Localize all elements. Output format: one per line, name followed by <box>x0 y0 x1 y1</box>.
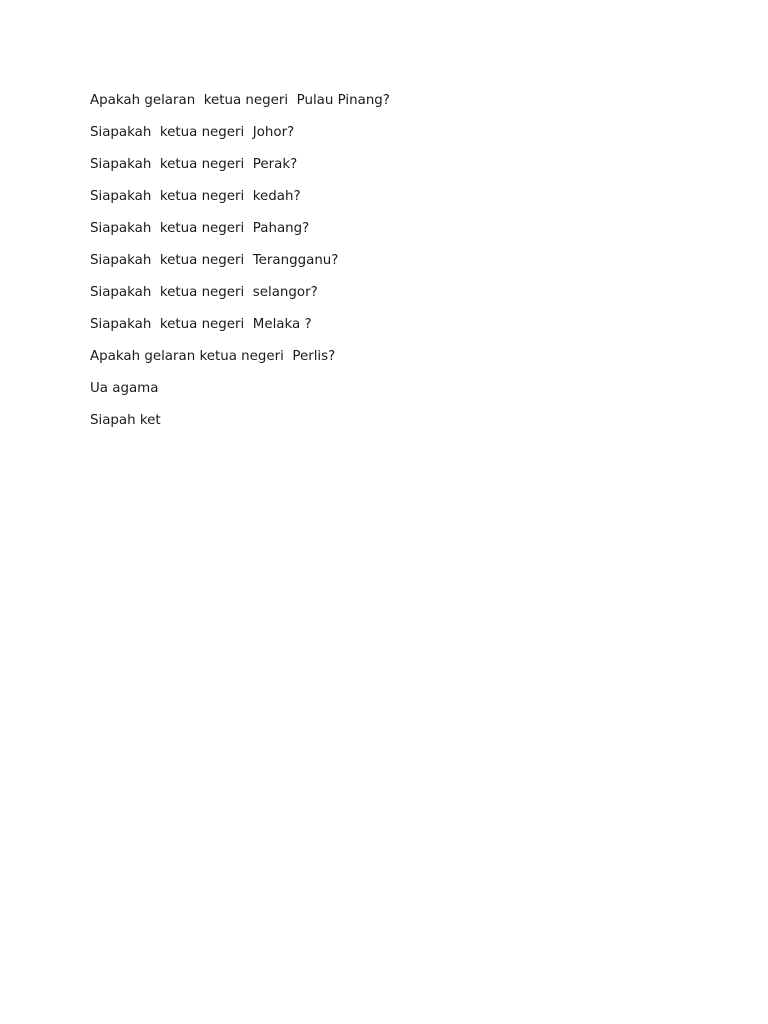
question-line: Apakah gelaran ketua negeri Pulau Pinang? <box>90 93 390 108</box>
question-line: Apakah gelaran ketua negeri Perlis? <box>90 349 336 364</box>
question-line: Siapakah ketua negeri Pahang? <box>90 221 310 236</box>
question-line: Siapakah ketua negeri Terangganu? <box>90 253 339 268</box>
question-line: Siapakah ketua negeri Perak? <box>90 157 298 172</box>
question-line: Siapakah ketua negeri selangor? <box>90 285 318 300</box>
question-line: Siapakah ketua negeri kedah? <box>90 189 301 204</box>
text-line: Ua agama <box>90 381 159 396</box>
document-body <box>90 91 710 443</box>
question-line: Siapakah ketua negeri Johor? <box>90 125 295 140</box>
question-line: Siapakah ketua negeri Melaka ? <box>90 317 312 332</box>
text-line: Siapah ket <box>90 413 161 428</box>
